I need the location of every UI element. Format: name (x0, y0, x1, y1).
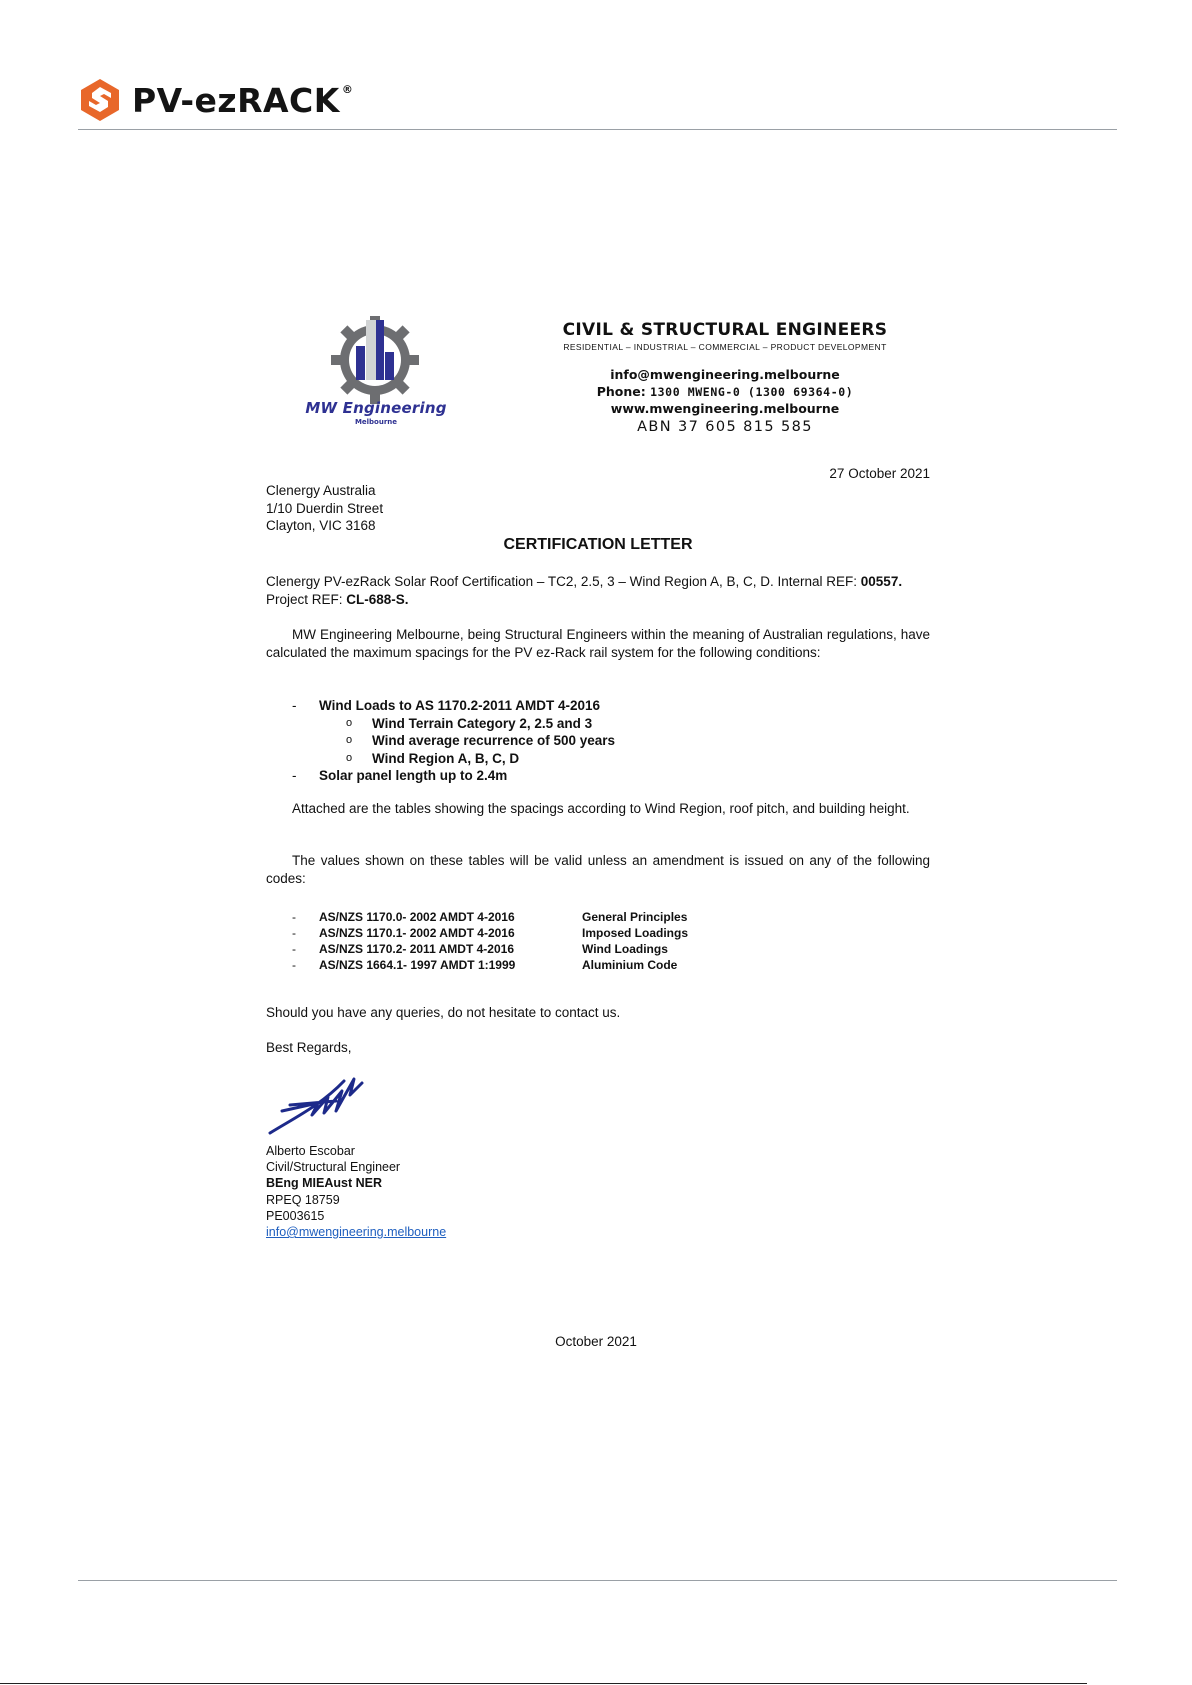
signatory-rpeq: RPEQ 18759 (266, 1192, 340, 1207)
signatory-pe: PE003615 (266, 1208, 325, 1223)
brand-name: PV-ezRACK ® (132, 80, 354, 120)
document-title: CERTIFICATION LETTER (503, 536, 693, 553)
validity-paragraph: The values shown on these tables will be valid unless an amendment is issued on any of the following codes: (266, 853, 930, 886)
footer-date: October 2021 (555, 1334, 637, 1349)
queries-line: Should you have any queries, do not hesitate to contact us. (266, 1005, 621, 1020)
signature-block (266, 1143, 446, 1240)
letterhead-tagline: RESIDENTIAL – INDUSTRIAL – COMMERCIAL – PRODUCT DEVELOPMENT (563, 342, 887, 352)
signature-image (266, 1075, 376, 1137)
recipient-address (266, 482, 383, 535)
subject-line: Clenergy PV-ezRack Solar Roof Certification – TC2, 2.5, 3 – Wind Region A, B, C, D. Internal REF: 00557. Project REF: CL-688-S. (266, 574, 903, 607)
letterhead-website: www.mwengineering.melbourne (610, 401, 840, 416)
mw-logo-name: MW Engineering (305, 399, 447, 417)
pv-ezrack-logo-icon (78, 78, 122, 122)
attached-paragraph: Attached are the tables showing the spacings according to Wind Region, roof pitch, and building height. (292, 801, 910, 816)
signatory-email-link[interactable]: info@mwengineering.melbourne (266, 1225, 447, 1240)
recipient-line: Clenergy Australia (266, 483, 376, 498)
intro-paragraph: MW Engineering Melbourne, being Structural Engineers within the meaning of Australian regulations, have calculated the maximum spacings for the PV ez-Rack rail system for the following conditions: (266, 627, 930, 660)
header-divider (78, 129, 1117, 130)
recipient-line: 1/10 Duerdin Street (266, 500, 384, 516)
letterhead-email: info@mwengineering.melbourne (610, 367, 840, 382)
letterhead-phone: Phone: 1300 MWENG-0 (1300 69364-0) (596, 384, 854, 399)
regards-line: Best Regards, (266, 1040, 352, 1055)
mw-logo-sub: Melbourne (354, 418, 398, 426)
page-bottom-rule (0, 1683, 1087, 1684)
letterhead-abn: ABN 37 605 815 585 (637, 419, 813, 435)
footer-divider (78, 1580, 1117, 1581)
letterhead (540, 320, 910, 435)
brand-logo (78, 78, 353, 122)
letterhead-title: CIVIL & STRUCTURAL ENGINEERS (562, 320, 888, 340)
signatory-name: Alberto Escobar (266, 1144, 355, 1158)
signatory-role: Civil/Structural Engineer (266, 1160, 401, 1175)
signatory-credentials: BEng MIEAust NER (266, 1176, 382, 1191)
letter-date: 27 October 2021 (829, 466, 930, 481)
recipient-line: Clayton, VIC 3168 (266, 518, 376, 533)
